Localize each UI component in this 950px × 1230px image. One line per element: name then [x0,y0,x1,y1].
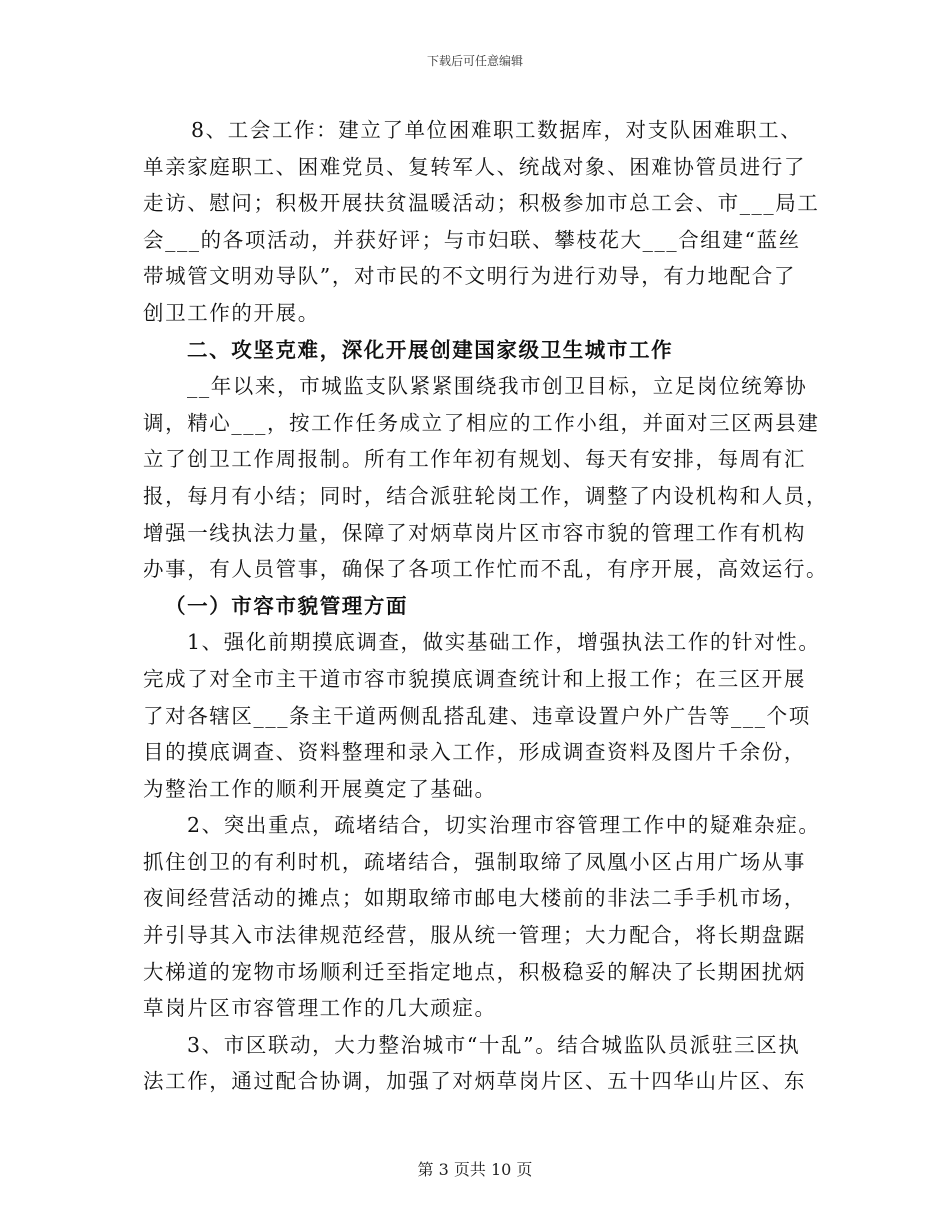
paragraph-line: 办事，有人员管事，确保了各项工作忙而不乱，有序开展，高效运行。 [143,557,829,582]
paragraph-line: 创卫工作的开展。 [143,300,320,325]
paragraph-line: 草岗片区市容管理工作的几大顽症。 [143,996,497,1021]
paragraph-line: 单亲家庭职工、困难党员、复转军人、统战对象、困难协管员进行了 [143,154,806,179]
section-heading: （一）市容市貌管理方面 [165,593,409,618]
paragraph-line: 走访、慰问；积极开展扶贫温暖活动；积极参加市总工会、市___局工 [143,191,820,216]
section-heading: 二、攻坚克难，深化开展创建国家级卫生城市工作 [187,337,674,362]
paragraph-line: 报，每月有小结；同时，结合派驻轮岗工作，调整了内设机构和人员， [143,483,829,508]
paragraph-line: 8、工会工作：建立了单位困难职工数据库，对支队困难职工、 [191,118,803,142]
paragraph-line: 1、强化前期摸底调查，做实基础工作，增强执法工作的针对性。 [187,630,821,655]
paragraph-line: 带城管文明劝导队”，对市民的不文明行为进行劝导，有力地配合了 [143,264,796,289]
paragraph-line: 为整治工作的顺利开展奠定了基础。 [143,776,497,801]
paragraph-line: 并引导其入市法律规范经营，服从统一管理；大力配合，将长期盘踞 [143,923,806,948]
paragraph-line: 立了创卫工作周报制。所有工作年初有规划、每天有安排，每周有汇 [143,447,806,472]
paragraph-line: 目的摸底调查、资料整理和录入工作，形成调查资料及图片千余份， [143,740,806,765]
paragraph-line: 了对各辖区___条主干道两侧乱搭乱建、违章设置户外广告等___个项 [143,703,811,728]
paragraph-line: __年以来，市城监支队紧紧围绕我市创卫目标，立足岗位统筹协 [187,374,808,399]
paragraph-line: 3、市区联动，大力整治城市“十乱”。结合城监队员派驻三区执 [187,1032,801,1057]
paragraph-line: 增强一线执法力量，保障了对炳草岗片区市容市貌的管理工作有机构 [143,520,806,545]
paragraph-line: 2、突出重点，疏堵结合，切实治理市容管理工作中的疑难杂症。 [187,813,821,838]
paragraph-line: 调，精心___，按工作任务成立了相应的工作小组，并面对三区两县建 [143,410,820,435]
paragraph-line: 会___的各项活动，并获好评；与市妇联、攀枝花大___合组建“蓝丝 [143,227,801,252]
document-body [143,112,829,1100]
paragraph-line: 完成了对全市主干道市容市貌摸底调查统计和上报工作；在三区开展 [143,666,806,691]
page-header: 下载后可任意编辑 [426,54,523,68]
page-footer: 第 3 页共 10 页 [417,1160,533,1179]
paragraph-line: 大梯道的宠物市场顺利迁至指定地点，积极稳妥的解决了长期困扰炳 [143,959,806,984]
paragraph-line: 抓住创卫的有利时机，疏堵结合，强制取缔了凤凰小区占用广场从事 [143,849,806,874]
paragraph-line: 夜间经营活动的摊点；如期取缔市邮电大楼前的非法二手手机市场， [143,886,806,911]
paragraph-line: 法工作，通过配合协调，加强了对炳草岗片区、五十四华山片区、东 [143,1069,806,1094]
